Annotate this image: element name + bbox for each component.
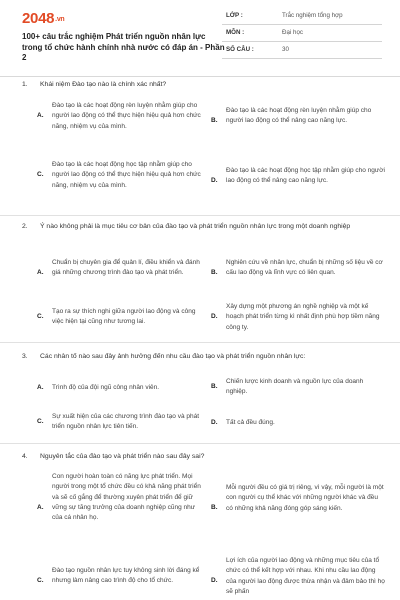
question-number: 3. <box>22 353 28 360</box>
meta-table <box>222 8 382 59</box>
option-letter: C. <box>37 313 44 320</box>
option-text: Nghiên cứu về nhân lực, chuẩn bị những số liệu về cơ cấu lao động và lĩnh vực có liên quan. <box>226 259 383 277</box>
question-text: Nguyên tắc của đào tạo và phát triển nào sau đây sai? <box>40 453 205 460</box>
meta-row-subject <box>222 25 382 42</box>
option-letter: C. <box>37 577 44 584</box>
option-letter: D. <box>211 577 218 584</box>
option-text: Trình độ của đội ngũ công nhân viên. <box>52 384 160 391</box>
question-text: Các nhân tố nào sau đây ảnh hưởng đến nhu cầu đào tạo và phát triển nguồn nhân lực: <box>40 353 306 360</box>
option-letter: B. <box>211 117 218 124</box>
logo-tld: .vn <box>55 16 65 23</box>
option-letter: C. <box>37 171 44 178</box>
document-header <box>0 0 400 64</box>
option-letter: D. <box>211 313 218 320</box>
question-text: Ý nào không phải là mục tiêu cơ bản của đào tạo và phát triển nguồn nhân lực trong một doanh nghiệp <box>40 223 351 230</box>
document-title: 100+ câu trắc nghiệm Phát triển nguồn nhân lực trong tổ chức hành chính nhà nước có đáp án - Phần 2 <box>22 32 225 62</box>
option-letter: A. <box>37 112 44 119</box>
option-text: Đào tạo là các hoạt động rèn luyện nhằm giúp cho người lao động có thể nâng cao năng lực. <box>226 107 372 125</box>
question-number: 4. <box>22 453 28 460</box>
option-letter: B. <box>211 383 218 390</box>
site-logo[interactable] <box>22 10 64 27</box>
meta-value: Trắc nghiệm tổng hợp <box>282 12 343 19</box>
meta-label: LỚP : <box>226 12 243 19</box>
option-text: Mỗi người đều có giá trị riêng, vì vậy, mỗi người là một con người cụ thể khác với những người khác và đều có những khả năng đóng góp sáng kiến. <box>226 484 384 512</box>
option-text: Đào tạo nguồn nhân lực tuy không sinh lời đáng kể nhưng làm nâng cao trình độ cho tổ chức. <box>52 567 200 585</box>
meta-value: Đại học <box>282 29 303 36</box>
option-letter: A. <box>37 504 44 511</box>
option-letter: D. <box>211 419 218 426</box>
option-letter: A. <box>37 269 44 276</box>
option-text: Xây dựng một phương án nghề nghiệp và một kế hoạch phát triển từng kì nhất định phù hợp tiềm năng công ty. <box>226 303 380 331</box>
meta-row-class <box>222 8 382 25</box>
option-letter: D. <box>211 177 218 184</box>
option-text: Đào tạo là các hoạt động học tập nhằm giúp cho người lao động có thể thực hiện hiệu quả hơn chức năng, nhiệm vụ của mình. <box>52 161 201 189</box>
header-divider <box>0 76 400 77</box>
option-text: Tạo ra sự thích nghi giữa người lao động và công việc hiện tại cũng như tương lai. <box>52 308 196 326</box>
meta-label: MÔN : <box>226 29 245 36</box>
option-text: Chuẩn bị chuyên gia để quản lí, điều khiển và đánh giá những chương trình đào tạo và phát triển. <box>52 259 200 277</box>
meta-row-count <box>222 42 382 59</box>
option-text: Lợi ích của người lao động và những mục tiêu của tổ chức có thể kết hợp với nhau. Khi nhu cầu lao động của người lao động được thừa nhận và đảm bảo thì họ sẽ phấn <box>226 557 385 595</box>
logo-main: 2048 <box>22 10 55 27</box>
option-letter: A. <box>37 384 44 391</box>
option-letter: B. <box>211 269 218 276</box>
question-divider <box>0 443 400 444</box>
option-text: Con người hoàn toàn có năng lực phát triển. Mọi người trong một tổ chức đều có khả năng phát triển và sẽ cố gắng để thường xuyên phát triển để giữ vững sự tăng trưởng của doanh nghiệp cũng như của cá nhân họ. <box>52 473 201 522</box>
meta-label: SỐ CÂU : <box>226 46 254 53</box>
option-letter: B. <box>211 504 218 511</box>
option-text: Sự xuất hiện của các chương trình đào tạo và phát triển nguồn nhân lực tiên tiến. <box>52 413 200 431</box>
question-text: Khái niệm Đào tạo nào là chính xác nhất? <box>40 81 167 88</box>
question-divider <box>0 342 400 343</box>
option-text: Đào tạo là các hoạt động rèn luyện nhằm giúp cho người lao động có thể thực hiện hiệu quả hơn chức năng, nhiệm vụ của mình. <box>52 102 201 130</box>
option-text: Tất cả đều đúng. <box>226 419 275 426</box>
option-text: Đào tạo là các hoạt động học tập nhằm giúp cho người lao động có thể nâng cao năng lực. <box>226 167 385 185</box>
option-text: Chiến lược kinh doanh và nguồn lực của doanh nghiệp. <box>226 378 364 396</box>
question-number: 1. <box>22 81 28 88</box>
meta-value: 30 <box>282 46 289 53</box>
question-number: 2. <box>22 223 28 230</box>
question-divider <box>0 215 400 216</box>
option-letter: C. <box>37 418 44 425</box>
